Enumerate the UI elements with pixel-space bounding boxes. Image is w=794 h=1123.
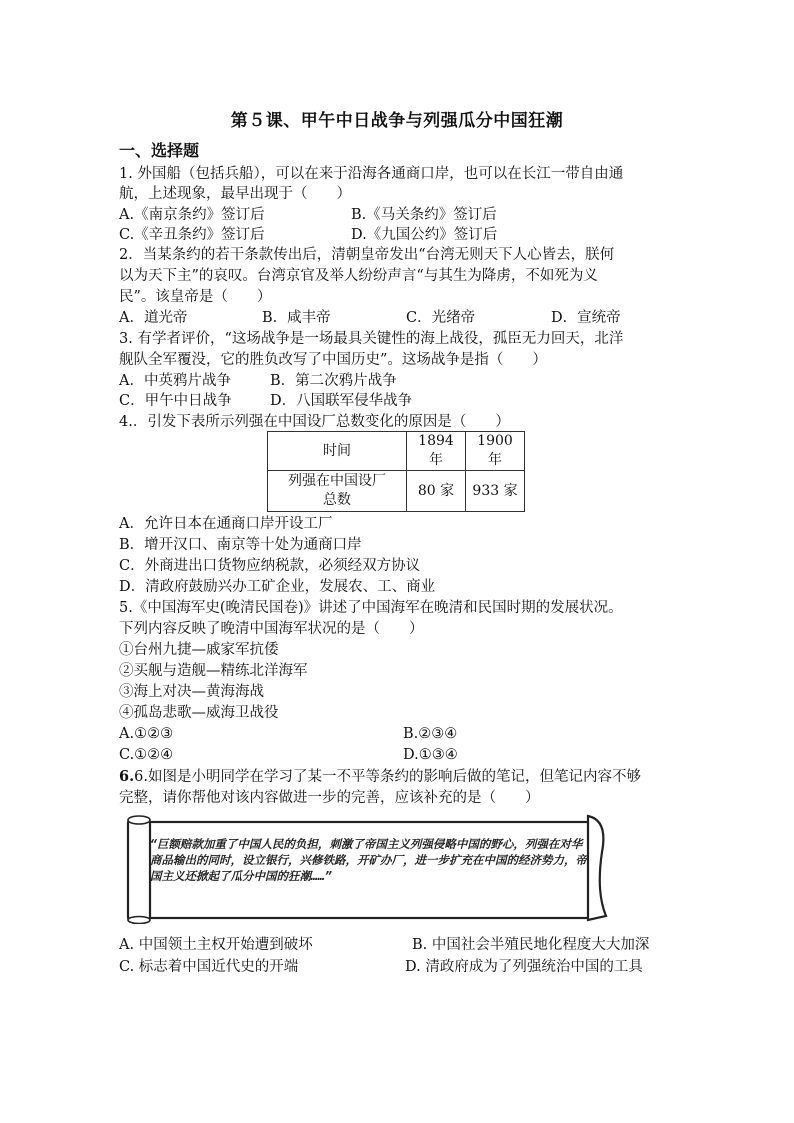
section-heading: 一、选择题 [119, 141, 200, 160]
q3-option-a: A．中英鸦片战争 [119, 373, 231, 389]
q5-stem-line1: 5.《中国海军史(晚清民国卷)》讲述了中国海军在晚清和民国时期的发展状况。 [119, 600, 623, 616]
q2-option-a: A．道光帝 [119, 310, 188, 326]
q5-option-c: C.①②④ [119, 747, 174, 763]
q6-option-c: C. 标志着中国近代史的开端 [119, 959, 299, 975]
table-cell-1900: 933 家 [466, 471, 525, 512]
table-header-1900 [466, 432, 525, 471]
q5-item-2: ②买舰与造舰—精练北洋海军 [119, 663, 308, 679]
scroll-note-text: “巨额赔款加重了中国人民的负担，刺激了帝国主义列强侵略中国的野心，列强在对华商品输出的同时，设立银行，兴修铁路，开矿办厂，进一步扩充在中国的经济势力，帝国主义还掀起了瓜分中国的狂潮……” [150, 837, 587, 883]
q6-option-a: A. 中国领土主权开始遭到破坏 [119, 937, 313, 953]
q6-option-b: B. 中国社会半殖民地化程度大大加深 [412, 937, 650, 953]
table-row-label [268, 471, 407, 512]
q2-stem-line2: 以为天下主”的哀叹。台湾京官及举人纷纷声言“与其生为降虏，不如死为义 [119, 268, 598, 284]
q4-option-d: D．清政府鼓励兴办工矿企业，发展农、工、商业 [119, 579, 436, 595]
q3-option-c: C．甲午中日战争 [119, 393, 232, 409]
q1-option-d: D.《九国公约》签订后 [351, 227, 498, 243]
table-cell-1894: 80 家 [407, 471, 466, 512]
q3-option-d: D．八国联军侵华战争 [270, 393, 413, 409]
q6-option-d: D. 清政府成为了列强统治中国的工具 [405, 959, 643, 975]
q6-number: 6. [119, 768, 135, 785]
q1-option-b: B.《马关条约》签订后 [351, 207, 497, 223]
q6-stem-line2: 完整，请你帮他对该内容做进一步的完善，应该补充的是（ ） [119, 790, 540, 806]
q4-option-c: C．外商进出口货物应纳税款，必须经双方协议 [119, 558, 421, 574]
table-header-1900-year: 1900 [477, 433, 513, 449]
q3-stem-line2: 舰队全军覆没，它的胜负改写了中国历史”。这场战争是指（ ） [119, 352, 547, 368]
table-row [268, 432, 525, 471]
q5-option-a: A.①②③ [119, 726, 174, 742]
q2-stem-line3: 民”。该皇帝是（ ） [119, 289, 272, 305]
q5-option-d: D.①③④ [403, 747, 458, 763]
factory-count-table [267, 431, 525, 512]
table-header-1900-unit: 年 [488, 452, 502, 468]
q4-stem: 4.．引发下表所示列强在中国设厂总数变化的原因是（ ） [119, 414, 510, 430]
table-header-1894-unit: 年 [429, 452, 443, 468]
q5-stem-line2: 下列内容反映了晚清中国海军状况的是（ ） [119, 621, 424, 637]
q5-item-4: ④孤岛悲歌—威海卫战役 [119, 705, 279, 721]
q2-option-d: D．宣统帝 [551, 310, 621, 326]
q5-option-b: B.②③④ [403, 726, 458, 742]
q2-option-c: C．光绪帝 [406, 310, 476, 326]
q5-item-1: ①台州九捷—戚家军抗倭 [119, 642, 279, 658]
table-row-label-line1: 列强在中国设厂 [288, 473, 386, 489]
q6-stem-line1 [119, 767, 641, 787]
q1-option-c: C.《辛丑条约》签订后 [119, 227, 265, 243]
q4-option-a: A．允许日本在通商口岸开设工厂 [119, 516, 333, 532]
table-header-1894-year: 1894 [418, 433, 454, 449]
table-header-time: 时间 [268, 432, 407, 471]
q5-item-3: ③海上对决—黄海海战 [119, 684, 264, 700]
table-row-label-line2: 总数 [323, 492, 351, 508]
table-row [268, 471, 525, 512]
table-header-1894 [407, 432, 466, 471]
q6-stem-text: 6.如图是小明同学在学习了某一不平等条约的影响后做的笔记，但笔记内容不够 [134, 769, 641, 785]
q1-stem-line1: 1. 外国船（包括兵船），可以在来于沿海各通商口岸，也可以在长江一带自由通 [119, 166, 624, 182]
q1-stem-line2: 航，上述现象，最早出现于（ ） [119, 186, 351, 202]
q1-option-a: A.《南京条约》签订后 [119, 207, 265, 223]
q3-stem-line1: 3. 有学者评价，“这场战争是一场最具关键性的海上战役，孤臣无力回天，北洋 [119, 331, 624, 347]
q3-option-b: B．第二次鸦片战争 [270, 373, 397, 389]
q4-option-b: B．增开汉口、南京等十处为通商口岸 [119, 537, 362, 553]
lesson-title: 第５课、甲午中日战争与列强瓜分中国狂潮 [230, 111, 564, 131]
q2-option-b: B．咸丰帝 [262, 310, 331, 326]
q2-stem-line1: 2．当某条约的若干条款传出后，清朝皇帝发出“台湾无则天下人心皆去，朕何 [119, 247, 615, 263]
